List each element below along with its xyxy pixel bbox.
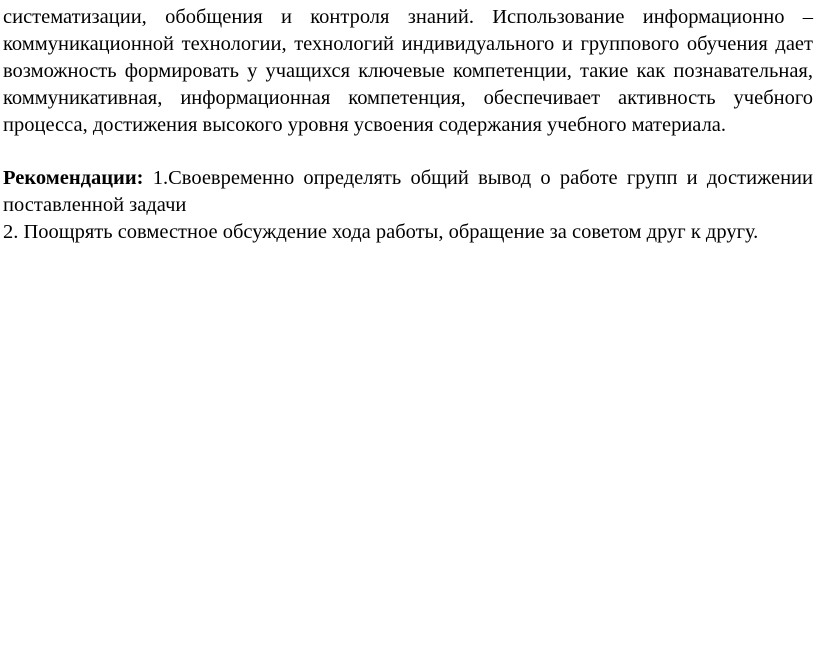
body-paragraph: систематизации, обобщения и контроля знаний. Использование информационно – коммуникационной технологии, технологий индивидуального и группового обучения дает возможность формировать у учащихся ключевые компетенции, такие как познавательная, коммуникативная, информационная компетенция, обеспечивает активность учебного процесса, достижения высокого уровня усвоения содержания учебного материала. <box>3 6 813 136</box>
recommendations-heading: Рекомендации: <box>3 167 144 190</box>
recommendations-item-1-text: 1.Своевременно определять общий вывод о работе групп и достижении поставленной задачи <box>3 167 813 217</box>
document-page <box>3 4 813 246</box>
paragraph-spacer <box>3 139 813 166</box>
recommendations-item-2: 2. Поощрять совместное обсуждение хода работы, обращение за советом друг к другу. <box>3 221 759 244</box>
recommendations-item-1 <box>3 165 813 219</box>
